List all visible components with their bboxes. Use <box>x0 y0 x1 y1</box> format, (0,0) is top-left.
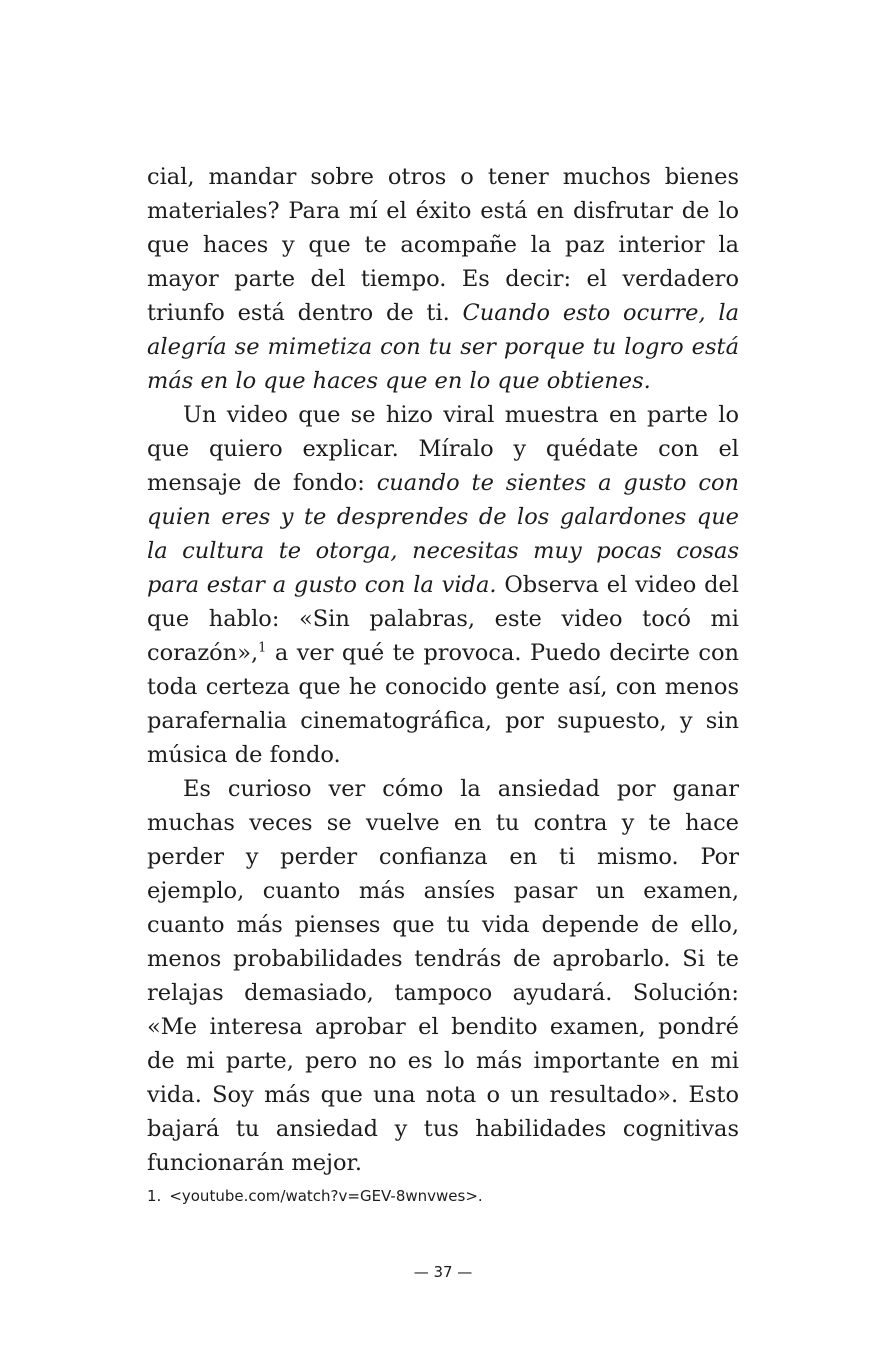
text-run: Observa el video del que hablo: «Sin palabras, este video tocó mi corazón», <box>147 572 739 666</box>
footnote-number: 1. <box>147 1187 162 1205</box>
text-run: Es curioso ver cómo la ansiedad por ganar muchas veces se vuelve en tu contra y te hace perder y perder confianza en ti mismo. Por ejemplo, cuanto más ansíes pasar un examen, cuanto más pienses que tu vida depende de ello, menos probabilidades tendrás de aprobarlo. Si te relajas demasiado, tampoco ayudará. Solución: «Me interesa aprobar el bendito examen, pondré de mi parte, pero no es lo más importante en mi vida. Soy más que una nota o un resultado». Esto bajará tu ansiedad y tus habilidades cognitivas funcionarán mejor. <box>147 776 739 1176</box>
italic-text-run: Cuando esto ocurre, la alegría se mimetiza con tu ser porque tu logro está más en lo que haces que en lo que obtienes. <box>147 300 739 394</box>
italic-text-run: cuando te sientes a gusto con quien eres y te desprendes de los galardones que la cultura te otorga, necesitas muy pocas cosas para estar a gusto con la vida. <box>147 470 739 598</box>
paragraph <box>147 160 739 398</box>
page-number: — 37 — <box>413 1263 473 1281</box>
footnote <box>147 1186 483 1206</box>
body-text <box>147 160 739 1180</box>
footnote-reference: 1 <box>258 640 267 656</box>
text-run: a ver qué te provoca. Puedo decirte con toda certeza que he conocido gente así, con menos parafernalia cinematográfica, por supuesto, y sin música de fondo. <box>147 640 739 768</box>
paragraph <box>147 772 739 1180</box>
footnote-text: <youtube.com/watch?v=GEV-8wnvwes>. <box>169 1187 483 1205</box>
text-run: cial, mandar sobre otros o tener muchos bienes materiales? Para mí el éxito está en disfrutar de lo que haces y que te acompañe la paz interior la mayor parte del tiempo. Es decir: el verdadero triunfo está dentro de ti. <box>147 164 739 326</box>
paragraph <box>147 398 739 772</box>
text-run: Un video que se hizo viral muestra en parte lo que quiero explicar. Míralo y quédate con el mensaje de fondo: <box>147 402 739 496</box>
